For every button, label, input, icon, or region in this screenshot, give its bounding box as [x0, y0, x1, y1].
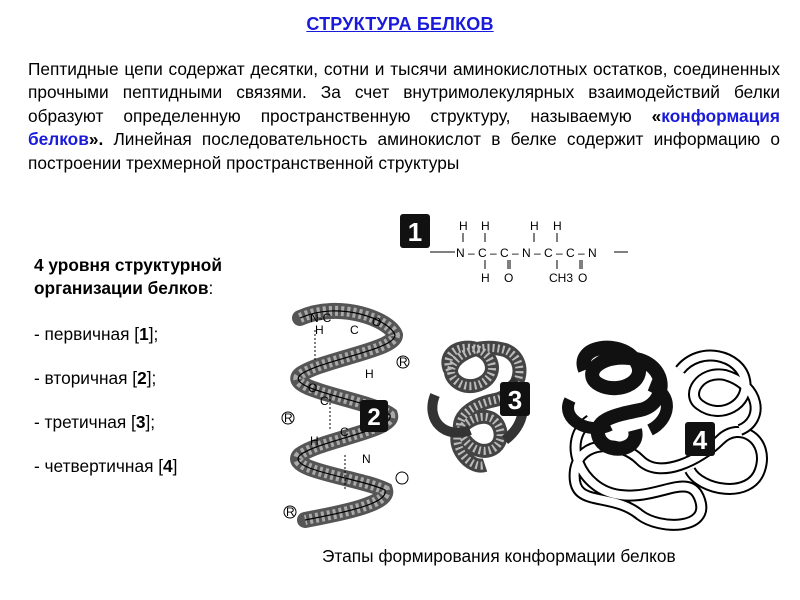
secondary-structure-helix — [282, 311, 409, 520]
r-group-circle — [396, 472, 408, 484]
helix-label: R — [286, 505, 295, 519]
primary-structure — [400, 214, 628, 285]
helix-label: R — [284, 411, 293, 425]
level-suffix: ] — [172, 456, 178, 476]
helix-label: C — [320, 394, 329, 408]
helix-label: H — [310, 434, 319, 448]
levels-heading-text: 4 уровня структурной организации белков — [34, 255, 222, 298]
h-top-3: H — [530, 219, 539, 233]
level-prefix: - четвертичная [ — [34, 456, 164, 476]
level-number: 1 — [139, 324, 149, 344]
helix-label: C — [340, 425, 349, 439]
intro-text-1: Пептидные цепи содержат десятки, сотни и тысячи аминокислотных остатков, соединенных прочными пептидными связями. За счет внутримолекулярных взаимодействий белки образуют определенную пространственную структуру, называемую — [28, 59, 780, 126]
h-bottom: H — [481, 271, 490, 285]
helix-label: N — [362, 452, 371, 466]
badge-2-label: 2 — [367, 404, 381, 431]
level-number: 4 — [163, 456, 173, 476]
o-bottom-2: O — [578, 271, 588, 285]
helix-label: H — [315, 323, 324, 337]
level-prefix: - первичная [ — [34, 324, 140, 344]
intro-text-2: Линейная последовательность аминокислот в белке содержит информацию о построении трехмерной пространственной структуры — [28, 129, 780, 173]
helix-label: C — [350, 323, 359, 337]
h-top-2: H — [481, 219, 490, 233]
level-number: 3 — [135, 412, 146, 432]
ch3-bottom: CH3 — [549, 271, 574, 285]
helix-label: H — [365, 367, 374, 381]
quaternary-structure — [568, 348, 762, 525]
tertiary-structure — [432, 348, 530, 466]
level-prefix: - вторичная [ — [34, 368, 138, 388]
figure-caption: Этапы формирования конформации белков — [322, 546, 676, 566]
badge-4-label: 4 — [692, 425, 708, 455]
page-title: СТРУКТУРА БЕЛКОВ — [306, 14, 494, 34]
quote-open: « — [651, 105, 662, 126]
conformation-term: конформация белков — [28, 105, 780, 150]
h-top-1: H — [459, 219, 468, 233]
h-top-4: H — [553, 219, 562, 233]
level-suffix: ]; — [148, 324, 159, 344]
helix-label: N-C — [310, 311, 332, 325]
level-prefix: - третичная [ — [34, 412, 136, 432]
helix-label: R — [399, 355, 408, 369]
helix-label: O — [308, 381, 318, 395]
level-number: 2 — [137, 368, 147, 388]
badge-3-label: 3 — [507, 385, 523, 415]
level-suffix: ]; — [145, 412, 156, 432]
peptide-chain: N – C – C – N – C – C – N — [456, 246, 597, 260]
levels-heading-colon: : — [208, 278, 214, 298]
helix-label: O — [372, 315, 382, 329]
badge-1-label: 1 — [407, 217, 423, 247]
quote-close: ». — [88, 129, 104, 150]
o-bottom-1: O — [504, 271, 514, 285]
level-suffix: ]; — [146, 368, 157, 388]
